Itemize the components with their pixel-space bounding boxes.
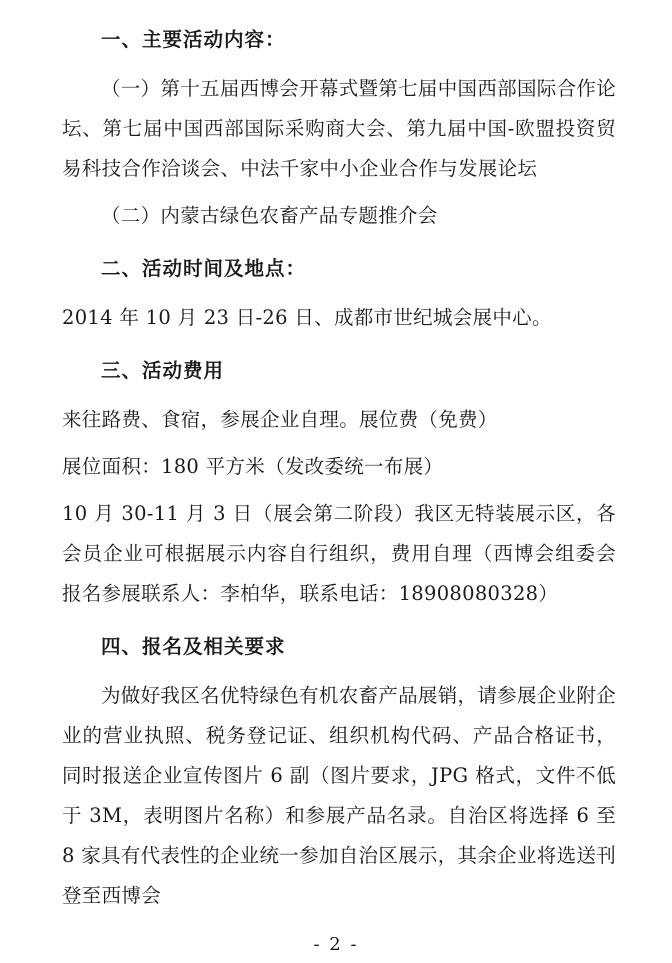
page-number: - 2 -	[313, 934, 359, 955]
section-heading-3: 三、活动费用	[101, 359, 225, 382]
section-3-paragraph-3: 10 月 30-11 月 3 日（展会第二阶段）我区无特装展示区，各会员企业可根据展示内容自行组织，费用自理（西博会组委会报名参展联系人：李柏华，联系电话：18908080328）	[62, 502, 616, 605]
document-body	[62, 18, 616, 916]
section-1-paragraph-2: （二）内蒙古绿色农畜产品专题推介会	[101, 204, 438, 227]
section-heading-2: 二、活动时间及地点：	[101, 257, 307, 280]
section-4-paragraph-1: 为做好我区名优特绿色有机农畜产品展销，请参展企业附企业的营业执照、税务登记证、组织机构代码、产品合格证书，同时报送企业宣传图片 6 副（图片要求，JPG 格式，文件不低于 3M，表明图片名称）和参展产品名录。自治区将选择 6 至 8 家具有代表性的企业统一参加自治区展示，其余企业将选送刊登至西博会	[62, 684, 616, 907]
section-3-paragraph-2: 展位面积：180 平方米（发改委统一布展）	[62, 455, 444, 478]
section-1-paragraph-1: （一）第十五届西博会开幕式暨第七届中国西部国际合作论坛、第七届中国西部国际采购商大会、第九届中国-欧盟投资贸易科技合作洽谈会、中法千家中小企业合作与发展论坛	[62, 77, 616, 180]
section-3-paragraph-1: 来往路费、食宿，参展企业自理。展位费（免费）	[62, 408, 498, 431]
section-heading-4: 四、报名及相关要求	[101, 635, 286, 658]
section-heading-1: 一、主要活动内容：	[101, 28, 286, 51]
section-2-paragraph-1: 2014 年 10 月 23 日-26 日、成都市世纪城会展中心。	[62, 306, 552, 329]
